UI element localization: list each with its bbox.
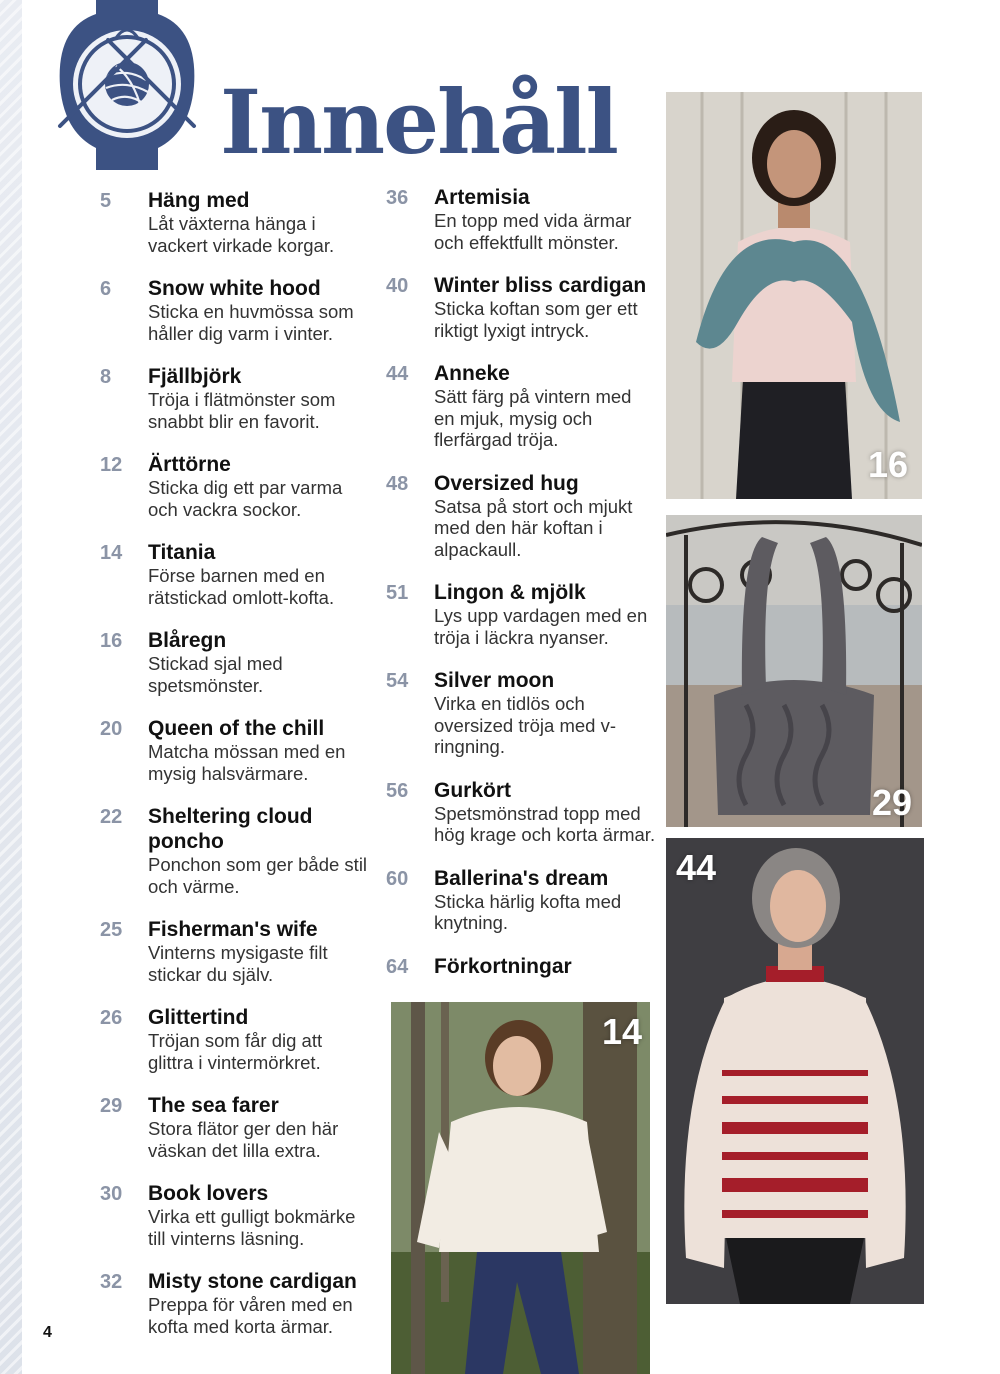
- toc-entry-desc: Sticka koftan som ger ett riktigt lyxigt intryck.: [434, 298, 638, 341]
- toc-entry[interactable]: [100, 1181, 370, 1249]
- toc-entry-title: Snow white hood: [148, 277, 321, 300]
- toc-entry[interactable]: [100, 1269, 370, 1337]
- toc-entry[interactable]: [100, 540, 370, 608]
- toc-entry[interactable]: [100, 1093, 370, 1161]
- toc-page-number: 20: [100, 718, 123, 740]
- toc-page-number: 64: [386, 955, 409, 978]
- toc-entry-title: Ballerina's dream: [434, 866, 609, 890]
- toc-entry-desc: Sticka dig ett par varma och vackra sockor.: [148, 477, 343, 520]
- toc-page-number: 30: [100, 1183, 123, 1205]
- toc-page-number: 12: [100, 454, 123, 476]
- toc-entry[interactable]: [100, 716, 370, 784]
- toc-entry-title: Fjällbjörk: [148, 365, 242, 388]
- toc-entry[interactable]: [100, 917, 370, 985]
- toc-entry-desc: Förse barnen med en rätstickad omlott-kofta.: [148, 565, 335, 608]
- toc-entry-title: The sea farer: [148, 1094, 279, 1117]
- toc-entry-desc: Tröjan som får dig att glittra i vintermörkret.: [148, 1030, 323, 1073]
- toc-entry-desc: Vinterns mysigaste filt stickar du själv.: [148, 942, 328, 985]
- toc-entry[interactable]: [386, 778, 656, 846]
- toc-entry-title: Winter bliss cardigan: [434, 274, 647, 297]
- toc-page-number: 44: [386, 363, 409, 385]
- toc-entry-title: Fisherman's wife: [148, 918, 318, 941]
- toc-entry[interactable]: [100, 628, 370, 696]
- photo-girl: [391, 1002, 650, 1374]
- photo-page-number: 44: [676, 847, 717, 888]
- toc-entry-title: Ärttörne: [148, 453, 231, 476]
- toc-entry-title: Anneke: [434, 362, 510, 385]
- toc-entry[interactable]: [386, 273, 656, 341]
- toc-entry[interactable]: [386, 580, 656, 648]
- toc-entry-title: Blåregn: [148, 629, 227, 652]
- toc-entry[interactable]: [386, 866, 656, 934]
- toc-page-number: 36: [386, 187, 409, 209]
- toc-entry[interactable]: [386, 361, 656, 451]
- toc-page-number: 8: [100, 366, 112, 388]
- photo-sweater: [666, 838, 924, 1304]
- toc-entry[interactable]: [100, 276, 370, 344]
- toc-entry-title: Artemisia: [434, 186, 530, 209]
- toc-page-number: 6: [100, 278, 112, 300]
- toc-entry[interactable]: [100, 804, 370, 897]
- toc-entry[interactable]: [386, 185, 656, 253]
- photo-shawl: [666, 92, 922, 499]
- toc-entry-title: Förkortningar: [434, 954, 572, 978]
- toc-entry-desc: Virka en tidlös och oversized tröja med v-ringning.: [434, 693, 616, 757]
- toc-entry-title: Titania: [148, 541, 216, 564]
- toc-page-number: 40: [386, 275, 409, 297]
- toc-entry[interactable]: [100, 1005, 370, 1073]
- toc-page-number: 22: [100, 806, 123, 828]
- toc-entry-title: Lingon & mjölk: [434, 581, 586, 604]
- toc-page-number: 14: [100, 542, 123, 564]
- toc-entry-desc: Stora flätor ger den här väskan det lilla extra.: [148, 1118, 339, 1161]
- toc-entry-title: Häng med: [148, 189, 250, 212]
- decorative-side-strip: [0, 0, 22, 1374]
- toc-entry-desc: Sätt färg på vintern med en mjuk, mysig och flerfärgad tröja.: [434, 386, 632, 450]
- toc-entry[interactable]: [386, 471, 656, 561]
- toc-entry-desc: Sticka härlig kofta med knytning.: [434, 890, 622, 933]
- toc-entry[interactable]: [100, 452, 370, 520]
- toc-entry[interactable]: [386, 954, 656, 980]
- toc-page-number: 56: [386, 779, 409, 802]
- toc-entry-desc: Preppa för våren med en kofta med korta ärmar.: [148, 1294, 353, 1337]
- toc-page-number: 48: [386, 472, 409, 495]
- toc-entry-title: Queen of the chill: [148, 717, 325, 740]
- photo-page-number: 14: [601, 1011, 642, 1052]
- toc-page-number: 54: [386, 670, 409, 692]
- toc-column-left: [100, 188, 370, 1357]
- toc-entry-desc: Sticka en huvmössa som håller dig varm i vinter.: [148, 301, 354, 344]
- toc-page-number: 51: [386, 582, 409, 604]
- photo-page-number: 16: [867, 444, 908, 485]
- toc-entry-title: Misty stone cardigan: [148, 1270, 357, 1293]
- toc-entry-desc: Ponchon som ger både stil och värme.: [148, 854, 368, 897]
- toc-page-number: 26: [100, 1007, 123, 1029]
- toc-entry[interactable]: [386, 668, 656, 758]
- toc-entry-title: Book lovers: [148, 1182, 269, 1205]
- toc-entry-desc: Lys upp vardagen med en tröja i läckra nyanser.: [434, 605, 648, 648]
- toc-entry-title: Oversized hug: [434, 471, 579, 495]
- toc-page-number: 5: [100, 190, 112, 212]
- toc-entry-desc: Stickad sjal med spetsmönster.: [148, 653, 283, 696]
- toc-page-number: 25: [100, 919, 123, 941]
- toc-page-number: 16: [100, 630, 123, 652]
- toc-entry-title: Gurkört: [434, 778, 512, 802]
- toc-entry-desc: En topp med vida ärmar och effektfullt mönster.: [434, 210, 632, 253]
- photo-page-number: 29: [871, 782, 912, 823]
- toc-entry-desc: Låt växterna hänga i vackert virkade korgar.: [148, 213, 335, 256]
- toc-entry-title: Sheltering cloud poncho: [148, 805, 313, 853]
- page-title: Innehåll: [220, 70, 617, 174]
- toc-entry[interactable]: [100, 364, 370, 432]
- toc-page-number: 32: [100, 1271, 123, 1293]
- photo-bag: [666, 515, 922, 827]
- toc-entry-desc: Virka ett gulligt bokmärke till vinterns läsning.: [148, 1206, 356, 1249]
- toc-column-middle: [386, 185, 656, 1000]
- toc-entry[interactable]: [100, 188, 370, 256]
- folio-page-number: 4: [43, 1324, 52, 1341]
- toc-entry-desc: Spetsmönstrad topp med hög krage och korta ärmar.: [434, 802, 656, 845]
- toc-entry-desc: Satsa på stort och mjukt med den här koftan i alpackaull.: [434, 495, 633, 560]
- toc-page-number: 60: [386, 867, 409, 890]
- toc-entry-title: Silver moon: [434, 669, 555, 692]
- toc-entry-desc: Tröja i flätmönster som snabbt blir en favorit.: [148, 389, 336, 432]
- toc-page-number: 29: [100, 1095, 123, 1117]
- yarn-ball-needles-icon: [56, 0, 198, 170]
- toc-entry-title: Glittertind: [148, 1006, 249, 1029]
- toc-entry-desc: Matcha mössan med en mysig halsvärmare.: [148, 741, 346, 784]
